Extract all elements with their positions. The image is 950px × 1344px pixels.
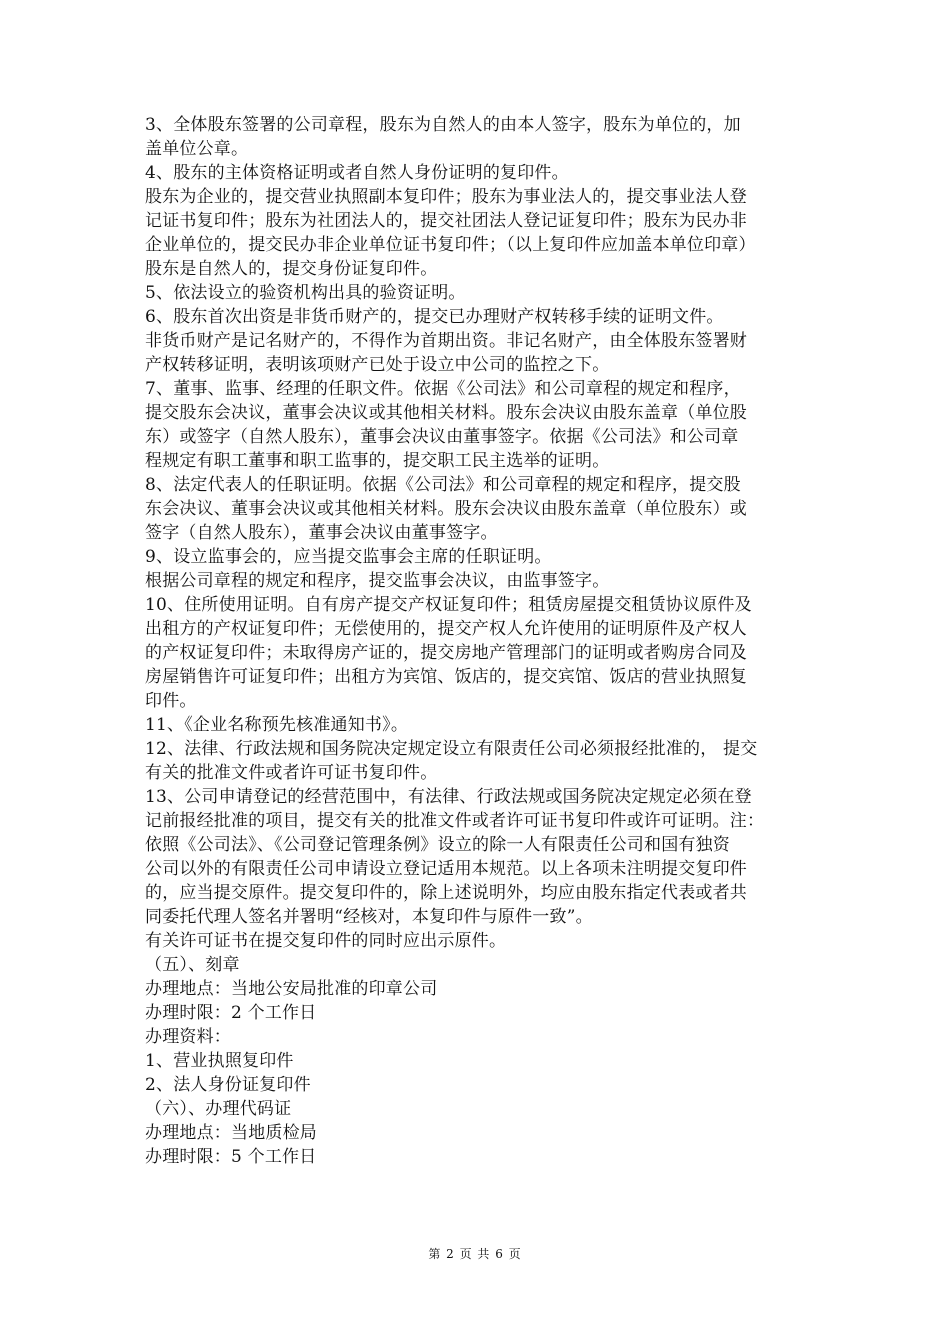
text-line: 记前报经批准的项目，提交有关的批准文件或者许可证书复印件或许可证明。注：	[145, 811, 765, 831]
text-line: 根据公司章程的规定和程序，提交监事会决议，由监事签字。	[145, 571, 610, 591]
text-line: 3、全体股东签署的公司章程，股东为自然人的由本人签字，股东为单位的，加	[145, 115, 741, 135]
text-line: 10、住所使用证明。自有房产提交产权证复印件；租赁房屋提交租赁协议原件及	[145, 595, 752, 615]
text-line: 股东是自然人的，提交身份证复印件。	[145, 259, 438, 279]
text-line: 同委托代理人签名并署明“经核对，本复印件与原件一致”。	[145, 907, 593, 927]
text-line: 印件。	[145, 691, 197, 711]
text-line: 6、股东首次出资是非货币财产的，提交已办理财产权转移手续的证明文件。	[145, 307, 724, 327]
text-line: 7、董事、监事、经理的任职文件。依据《公司法》和公司章程的规定和程序，	[145, 379, 741, 399]
text-line: 依照《公司法》、《公司登记管理条例》设立的除一人有限责任公司和国有独资	[145, 835, 730, 855]
text-line: 9、设立监事会的，应当提交监事会主席的任职证明。	[145, 547, 552, 567]
text-line: 2、法人身份证复印件	[145, 1075, 311, 1095]
text-line: 办理地点：当地质检局	[145, 1123, 317, 1143]
text-line: 程规定有职工董事和职工监事的，提交职工民主选举的证明。	[145, 451, 610, 471]
text-line: 企业单位的，提交民办非企业单位证书复印件；（以上复印件应加盖本单位印章）	[145, 235, 756, 255]
section-heading-seal: （五）、刻章	[145, 955, 240, 975]
text-line: 提交股东会决议，董事会决议或其他相关材料。股东会决议由股东盖章（单位股	[145, 403, 747, 423]
text-line: 有关许可证书在提交复印件的同时应出示原件。	[145, 931, 507, 951]
text-line: 盖单位公章。	[145, 139, 249, 159]
section-heading-code-cert: （六）、办理代码证	[145, 1099, 292, 1119]
text-line: 11、《企业名称预先核准通知书》。	[145, 715, 409, 735]
text-line: 5、依法设立的验资机构出具的验资证明。	[145, 283, 466, 303]
text-line: 13、公司申请登记的经营范围中，有法律、行政法规或国务院决定规定必须在登	[145, 787, 752, 807]
document-body	[145, 113, 815, 1169]
text-line: 4、股东的主体资格证明或者自然人身份证明的复印件。	[145, 163, 569, 183]
text-line: 8、法定代表人的任职证明。依据《公司法》和公司章程的规定和程序，提交股	[145, 475, 741, 495]
text-line: 股东为企业的，提交营业执照副本复印件；股东为事业法人的，提交事业法人登	[145, 187, 747, 207]
text-line: 产权转移证明，表明该项财产已处于设立中公司的监控之下。	[145, 355, 610, 375]
text-line: 的产权证复印件；未取得房产证的，提交房地产管理部门的证明或者购房合同及	[145, 643, 747, 663]
text-line: 记证书复印件；股东为社团法人的，提交社团法人登记证复印件；股东为民办非	[145, 211, 747, 231]
text-line: 办理资料：	[145, 1027, 231, 1047]
text-line: 1、营业执照复印件	[145, 1051, 294, 1071]
text-line: 有关的批准文件或者许可证书复印件。	[145, 763, 438, 783]
text-line: 东）或签字（自然人股东），董事会决议由董事签字。依据《公司法》和公司章	[145, 427, 739, 447]
text-line: 东会决议、董事会决议或其他相关材料。股东会决议由股东盖章（单位股东）或	[145, 499, 747, 519]
page-number: 第 2 页 共 6 页	[428, 1247, 522, 1261]
text-line: 办理地点：当地公安局批准的印章公司	[145, 979, 438, 999]
text-line: 签字（自然人股东），董事会决议由董事签字。	[145, 523, 498, 543]
text-line: 非货币财产是记名财产的，不得作为首期出资。非记名财产，由全体股东签署财	[145, 331, 747, 351]
text-line: 房屋销售许可证复印件；出租方为宾馆、饭店的，提交宾馆、饭店的营业执照复	[145, 667, 747, 687]
text-line: 出租方的产权证复印件；无偿使用的，提交产权人允许使用的证明原件及产权人	[145, 619, 747, 639]
text-line: 的，应当提交原件。提交复印件的，除上述说明外，均应由股东指定代表或者共	[145, 883, 747, 903]
text-line: 公司以外的有限责任公司申请设立登记适用本规范。以上各项未注明提交复印件	[145, 859, 747, 879]
text-line: 办理时限：5 个工作日	[145, 1147, 317, 1167]
text-line: 12、法律、行政法规和国务院决定规定设立有限责任公司必须报经批准的， 提交	[145, 739, 758, 759]
text-line: 办理时限：2 个工作日	[145, 1003, 317, 1023]
